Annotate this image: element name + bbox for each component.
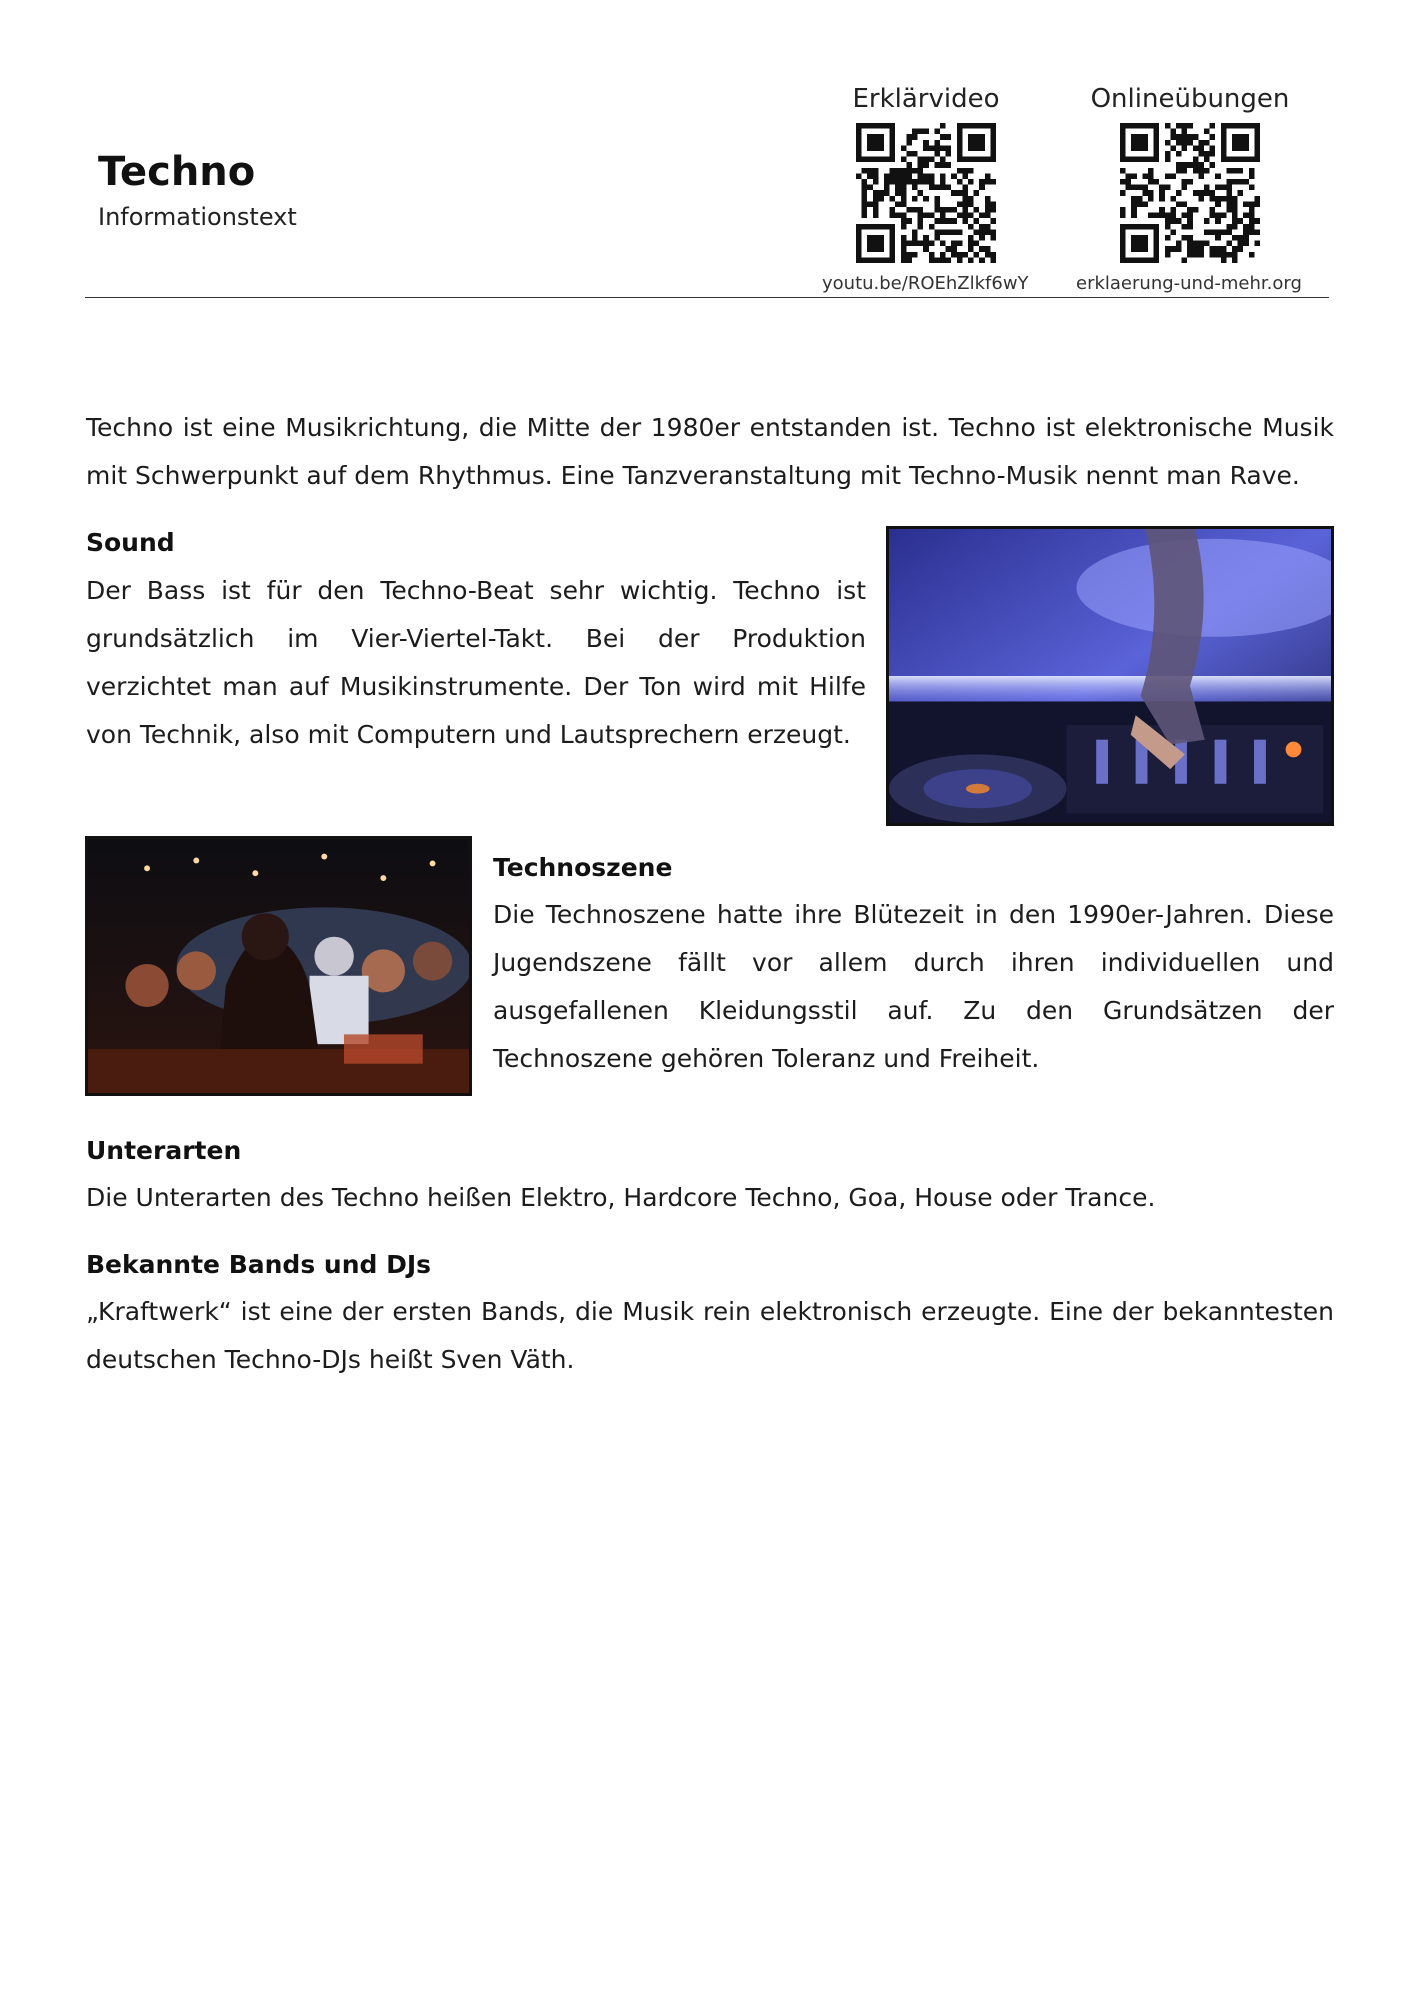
section-heading-sound: Sound [86,528,175,557]
page-subtitle: Informationstext [98,203,297,231]
section-heading-unterarten: Unterarten [86,1136,242,1165]
section-text-technoszene: Die Technoszene hatte ihre Blütezeit in den 1990er-Jahren. Diese Jugendszene fällt vor allem durch ihren individuellen und ausgefallenen Kleidungsstil auf. Zu den Grundsätzen der Technoszene gehören Toleranz und Freiheit. [493,900,1334,1073]
exercise-url[interactable]: erklaerung-und-mehr.org [1076,273,1302,294]
section-heading-technoszene: Technoszene [493,853,673,882]
header-divider [85,297,1329,298]
crowd-dj-photo [85,836,472,1096]
section-text-bands: „Kraftwerk“ ist eine der ersten Bands, die Musik rein elektronisch erzeugte. Eine der bekanntesten deutschen Techno-DJs heißt Sven Väth. [86,1297,1334,1374]
exercise-qr-label: Onlineübungen [1090,84,1290,114]
page-title: Techno [98,149,256,195]
section-text-unterarten: Die Unterarten des Techno heißen Elektro, Hardcore Techno, Goa, House oder Trance. [86,1183,1156,1212]
exercise-qr-block[interactable] [1085,84,1295,263]
section-text-sound: Der Bass ist für den Techno-Beat sehr wichtig. Techno ist grundsätzlich im Vier-Viertel-Takt. Bei der Produktion verzichtet man auf Musikinstrumente. Der Ton wird mit Hilfe von Technik, also mit Computern und Lautsprechern erzeugt. [86,576,866,749]
video-qr-label: Erklärvideo [852,84,1000,114]
qr-code-icon[interactable] [856,123,996,263]
video-url[interactable]: youtu.be/ROEhZlkf6wY [822,273,1029,294]
dj-mixer-photo [886,526,1334,826]
video-qr-block[interactable] [821,84,1031,263]
intro-paragraph: Techno ist eine Musikrichtung, die Mitte der 1980er entstanden ist. Techno ist elektronische Musik mit Schwerpunkt auf dem Rhythmus. Eine Tanzveranstaltung mit Techno-Musik nennt man Rave. [86,413,1334,490]
section-heading-bands: Bekannte Bands und DJs [86,1250,432,1279]
qr-code-icon[interactable] [1120,123,1260,263]
